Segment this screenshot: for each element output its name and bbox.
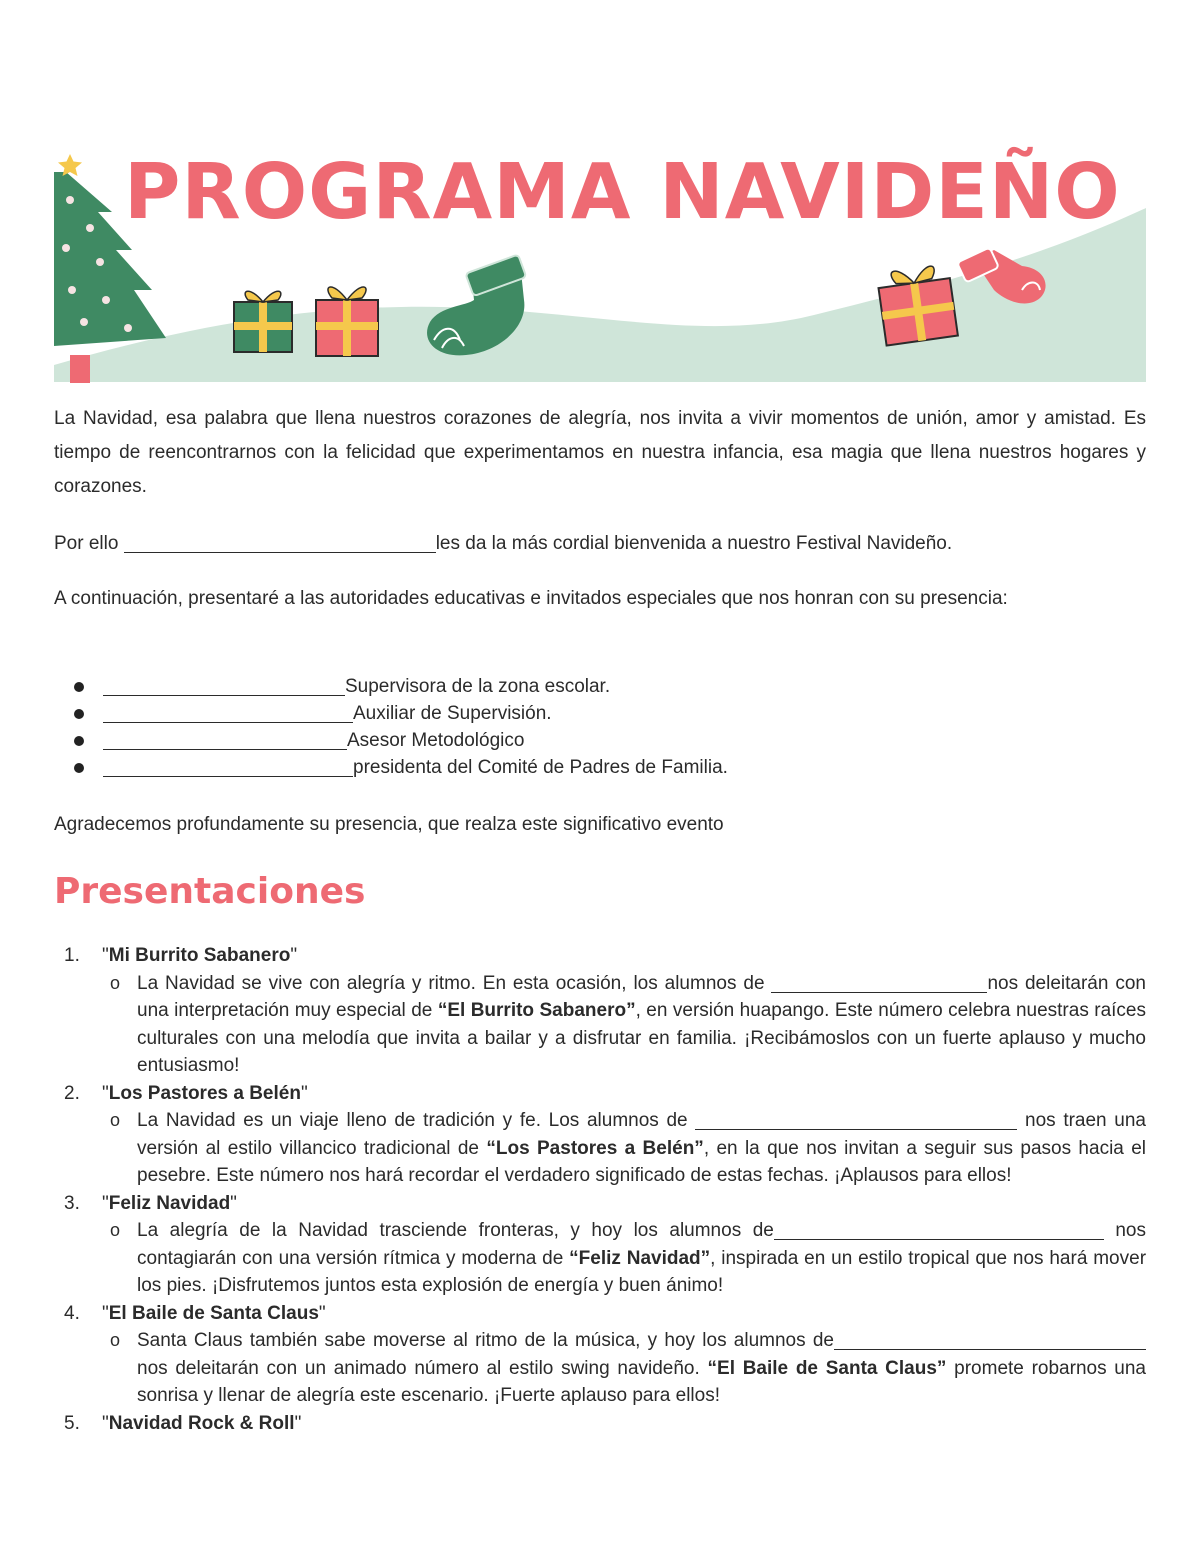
item-title: "Mi Burrito Sabanero" — [102, 945, 298, 966]
list-item — [54, 754, 728, 781]
welcome-line — [54, 527, 1146, 561]
song-name: “El Baile de Santa Claus” — [707, 1357, 947, 1379]
circle-bullet-icon: o — [110, 1330, 121, 1350]
desc-text: La alegría de la Navidad trasciende fronteras, y hoy los alumnos de — [137, 1220, 774, 1241]
authorities-intro: A continuación, presentaré a las autoridades educativas e invitados especiales que nos honran con su presencia: — [54, 588, 1008, 609]
list-item — [54, 727, 728, 754]
group-blank — [834, 1327, 1146, 1350]
desc-text: nos traen una versión al estilo villancico tradicional de — [137, 1110, 1147, 1159]
song-name: “Feliz Navidad” — [569, 1247, 711, 1269]
thanks-line: Agradecemos profundamente su presencia, que realza este significativo evento — [54, 814, 724, 835]
item-description — [102, 1327, 1146, 1410]
welcome-text-before: Por ello — [54, 533, 124, 554]
item-number: 2. — [64, 1082, 80, 1104]
item-title: "Los Pastores a Belén" — [102, 1082, 308, 1104]
name-blank — [103, 673, 345, 696]
desc-text: promete robarnos una sonrisa y llenar de alegría este escenario. ¡Fuerte aplauso para ellos! — [137, 1357, 1146, 1406]
circle-bullet-icon: o — [110, 1110, 121, 1130]
bullet-icon — [74, 763, 84, 773]
item-title: "El Baile de Santa Claus" — [102, 1302, 326, 1324]
program-item — [54, 1410, 1146, 1438]
song-name: “El Burrito Sabanero” — [437, 1000, 636, 1021]
song-title: Navidad Rock & Roll — [108, 1412, 295, 1434]
item-number: 5. — [64, 1412, 80, 1434]
program-item — [54, 942, 1146, 1080]
item-title: "Feliz Navidad" — [102, 1192, 237, 1214]
circle-bullet-icon: o — [110, 972, 121, 993]
list-item — [54, 673, 728, 700]
gift-red-icon — [316, 287, 378, 356]
gift-green-icon — [234, 291, 292, 352]
desc-text: , en la que nos invitan a seguir sus pasos hacia el pesebre. Este número nos hará recordar el verdadero significado de estas fechas. ¡Aplausos para ellos! — [137, 1137, 1146, 1186]
program-item — [54, 1300, 1146, 1410]
song-title: Feliz Navidad — [108, 1192, 231, 1214]
header-banner — [54, 150, 1146, 385]
song-title: El Baile de Santa Claus — [108, 1302, 319, 1324]
authority-role: Asesor Metodológico — [347, 730, 525, 751]
group-blank — [774, 1217, 1104, 1240]
item-description — [102, 970, 1146, 1080]
song-title: Los Pastores a Belén — [108, 1082, 301, 1104]
gift-red-tilted-icon — [876, 264, 957, 346]
authorities-list — [54, 673, 728, 781]
bullet-icon — [74, 682, 84, 692]
program-list — [54, 942, 1146, 1437]
authority-role: Auxiliar de Supervisión. — [353, 703, 552, 724]
school-name-blank — [124, 530, 436, 553]
bullet-icon — [74, 736, 84, 746]
desc-text: nos deleitarán con un animado número al estilo swing navideño. — [137, 1357, 708, 1379]
desc-text: La Navidad se vive con alegría y ritmo. En esta ocasión, los alumnos de — [137, 972, 772, 994]
desc-text: , en versión huapango. Este número celebra nuestras raíces culturales con una melodía que invita a bailar y a disfrutar en familia. ¡Recibámoslos con un fuerte aplauso y mucho entusiasmo! — [137, 1000, 1147, 1076]
desc-text: nos contagiarán con una versión rítmica y moderna de — [137, 1220, 1146, 1269]
page-title: PROGRAMA NAVIDEÑO — [124, 148, 1121, 237]
authority-role: presidenta del Comité de Padres de Familia. — [353, 757, 728, 778]
program-item — [54, 1190, 1146, 1300]
desc-text: Santa Claus también sabe moverse al ritmo de la música, y hoy los alumnos de — [137, 1330, 834, 1351]
group-blank — [695, 1107, 1017, 1130]
item-title: "Navidad Rock & Roll" — [102, 1412, 302, 1434]
group-blank — [771, 970, 987, 993]
item-number: 1. — [64, 945, 80, 966]
name-blank — [103, 700, 353, 723]
song-name: “Los Pastores a Belén” — [486, 1137, 704, 1159]
welcome-text-after: les da la más cordial bienvenida a nuestro Festival Navideño. — [435, 533, 953, 554]
section-heading: Presentaciones — [54, 871, 366, 912]
item-description — [102, 1107, 1146, 1190]
bullet-icon — [74, 709, 84, 719]
circle-bullet-icon: o — [110, 1220, 121, 1240]
item-number: 3. — [64, 1192, 80, 1214]
program-item — [54, 1080, 1146, 1190]
list-item — [54, 700, 728, 727]
item-number: 4. — [64, 1302, 80, 1324]
desc-text: La Navidad es un viaje lleno de tradición y fe. Los alumnos de — [137, 1110, 696, 1131]
name-blank — [103, 754, 353, 777]
authority-role: Supervisora de la zona escolar. — [345, 676, 611, 697]
name-blank — [103, 727, 347, 750]
intro-paragraph: La Navidad, esa palabra que llena nuestros corazones de alegría, nos invita a vivir momentos de unión, amor y amistad. Es tiempo de reencontrarnos con la felicidad que experimentamos en nuestra infancia, esa magia que llena nuestros hogares y corazones. — [54, 408, 1146, 497]
item-description — [102, 1217, 1146, 1300]
desc-text: , inspirada en un estilo tropical que nos hará mover los pies. ¡Disfrutemos juntos esta explosión de energía y buen ánimo! — [137, 1247, 1147, 1296]
desc-text: nos deleitarán con una interpretación muy especial de — [137, 972, 1146, 1021]
song-title: Mi Burrito Sabanero — [108, 945, 291, 966]
